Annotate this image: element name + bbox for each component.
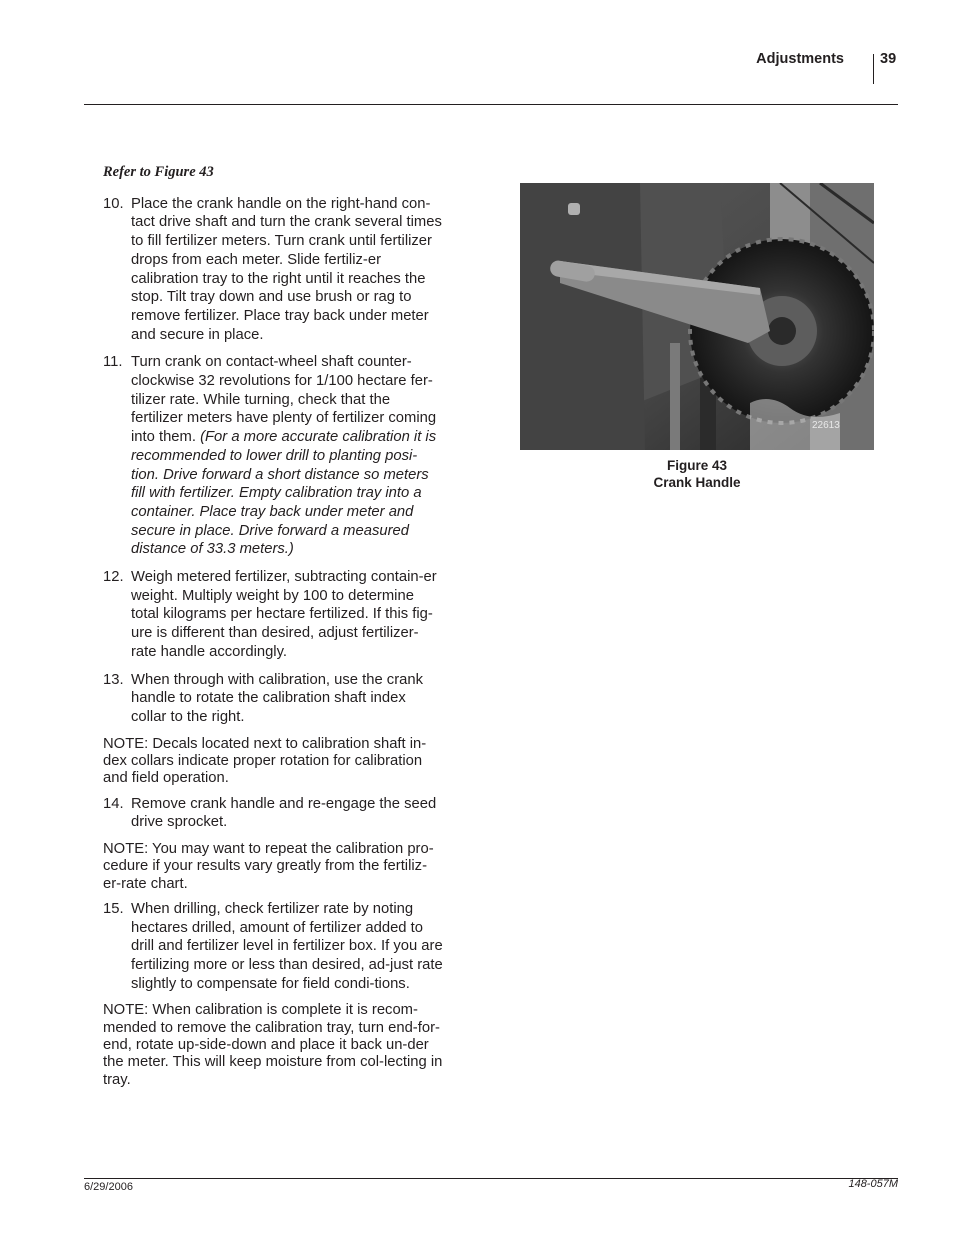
- step-text: Weigh metered fertilizer, subtracting contain-er weight. Multiply weight by 100 to determine total kilograms per hectare fertilized. If this fig-ure is different than desired, adjust fertilizer-rate handle accordingly.: [131, 569, 437, 660]
- figure-reference: Refer to Figure 43: [103, 164, 214, 180]
- note-paragraph: NOTE: You may want to repeat the calibration pro-cedure if your results vary greatly from the fertiliz-er-rate chart.: [103, 840, 434, 892]
- list-item: [103, 795, 443, 832]
- footer-doc-number: 148-057M: [848, 1178, 898, 1190]
- figure-number: Figure 43: [666, 458, 728, 473]
- step-number: 13.: [103, 671, 124, 688]
- step-text: Place the crank handle on the right-hand con-tact drive shaft and turn the crank several times to fill fertilizer meters. Turn crank until fertilizer drops from each meter. Slide fertiliz-er calibration tray to the right until it reaches the stop. Tilt tray down and use brush or rag to remove fertilizer. Place tray back under meter and secure in place.: [131, 195, 442, 343]
- instruction-column: [103, 163, 443, 1096]
- figure-caption: [520, 457, 874, 491]
- step-text-regular: Turn crank on contact-wheel shaft counter-clockwise 32 revolutions for 1/100 hectare fer-tilizer rate. While turning, check that the fertilizer meters have plenty of fertilizer coming into them.: [131, 354, 437, 446]
- footer-date: 6/29/2006: [84, 1181, 133, 1193]
- header-rule: [84, 104, 898, 105]
- running-header-section: Adjustments: [756, 51, 844, 67]
- step-text: When through with calibration, use the crank handle to rotate the calibration shaft index collar to the right.: [131, 671, 423, 725]
- figure-title: Crank Handle: [653, 475, 741, 490]
- step-number: 10.: [103, 195, 124, 212]
- note-paragraph: NOTE: When calibration is complete it is recom-mended to remove the calibration tray, turn end-for-end, rotate up-side-down and place it back un-der the meter. This will keep moisture from col-lecting in tray.: [103, 1002, 443, 1088]
- step-text: Remove crank handle and re-engage the seed drive sprocket.: [131, 795, 437, 831]
- photo-id-label: 22613: [812, 420, 840, 431]
- header-divider: [873, 54, 874, 84]
- step-text-italic: (For a more accurate calibration it is recommended to lower drill to planting posi-tion. Drive forward a short distance so meters fill with fertilizer. Empty calibration tray into a container. Place tray back under meter and secure in place. Drive forward a measured distance of 33.3 meters.): [131, 429, 437, 558]
- footer-rule: [84, 1178, 898, 1179]
- list-item: [103, 568, 443, 662]
- list-item: [103, 353, 443, 559]
- step-number: 15.: [103, 900, 124, 917]
- page-number: 39: [880, 51, 897, 67]
- step-text: When drilling, check fertilizer rate by noting hectares drilled, amount of fertilizer added to drill and fertilizer level in fertilizer box. If you are fertilizing more or less than desired, ad-just rate slightly to compensate for field condi-tions.: [131, 900, 443, 992]
- step-number: 14.: [103, 795, 124, 812]
- step-number: 11.: [103, 354, 123, 371]
- step-text: [131, 353, 443, 559]
- step-number: 12.: [103, 569, 124, 586]
- list-item: [103, 900, 443, 994]
- list-item: [103, 671, 443, 727]
- note-paragraph: NOTE: Decals located next to calibration shaft in-dex collars indicate proper rotation for calibration and field operation.: [103, 735, 427, 787]
- crank-handle-photo: [520, 183, 874, 450]
- list-item: [103, 195, 443, 345]
